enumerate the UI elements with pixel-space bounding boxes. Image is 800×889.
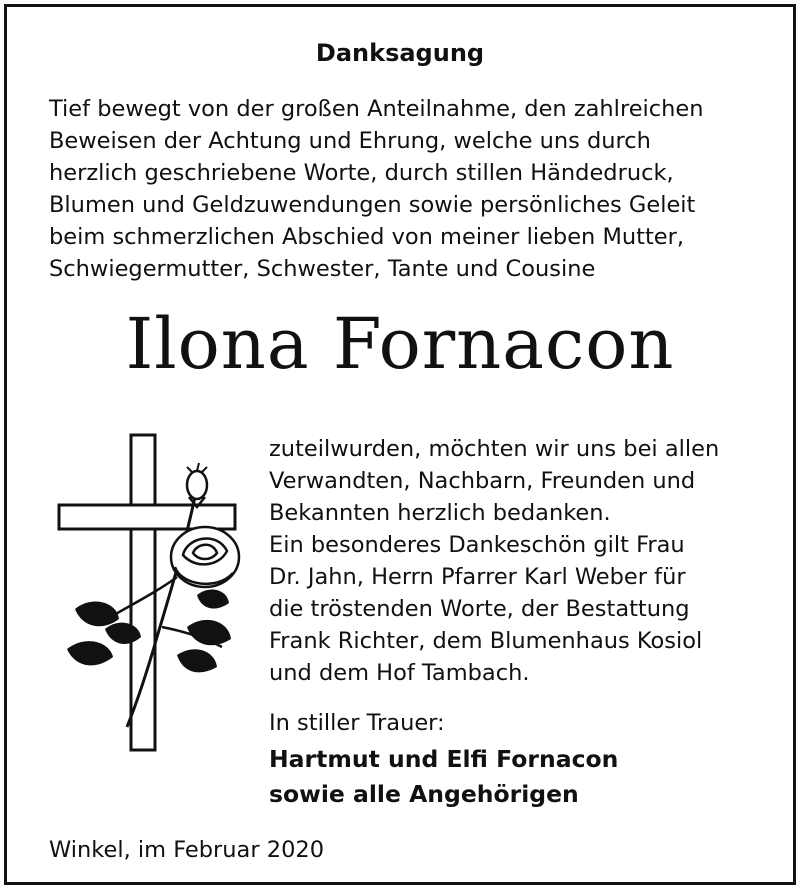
deceased-name: Ilona Fornacon	[125, 303, 675, 385]
mourner-line: Hartmut und Elfi Fornacon	[269, 745, 619, 773]
body-line: und dem Hof Tambach.	[269, 660, 530, 686]
body-line: Ein besonderes Dankeschön gilt Frau	[269, 532, 685, 558]
intro-line: Schwiegermutter, Schwester, Tante und Cousine	[49, 256, 596, 282]
cross-with-rose-icon	[47, 427, 247, 757]
mourner-line: sowie alle Angehörigen	[269, 780, 579, 808]
intro-line: Blumen und Geldzuwendungen sowie persönliches Geleit	[49, 192, 696, 218]
intro-line: herzlich geschriebene Worte, durch stillen Händedruck,	[49, 160, 674, 186]
body-line: Frank Richter, dem Blumenhaus Kosiol	[269, 628, 703, 654]
body-line: Verwandten, Nachbarn, Freunden und	[269, 468, 696, 494]
mourners	[269, 742, 618, 812]
place-date: Winkel, im Februar 2020	[49, 837, 325, 863]
intro-line: Beweisen der Achtung und Ehrung, welche uns durch	[49, 128, 651, 154]
intro-line: beim schmerzlichen Abschied von meiner lieben Mutter,	[49, 224, 685, 250]
mourning-label: In stiller Trauer:	[269, 710, 445, 736]
intro-line: Tief bewegt von der großen Anteilnahme, den zahlreichen	[49, 96, 704, 122]
obituary-card	[4, 4, 796, 885]
body-line: Bekannten herzlich bedanken.	[269, 500, 611, 526]
body-line: zuteilwurden, möchten wir uns bei allen	[269, 436, 720, 462]
thanks-paragraph	[269, 433, 779, 689]
body-line: Dr. Jahn, Herrn Pfarrer Karl Weber für	[269, 564, 686, 590]
body-line: die tröstenden Worte, der Bestattung	[269, 596, 690, 622]
heading: Danksagung	[315, 39, 485, 67]
intro-paragraph	[49, 93, 789, 285]
